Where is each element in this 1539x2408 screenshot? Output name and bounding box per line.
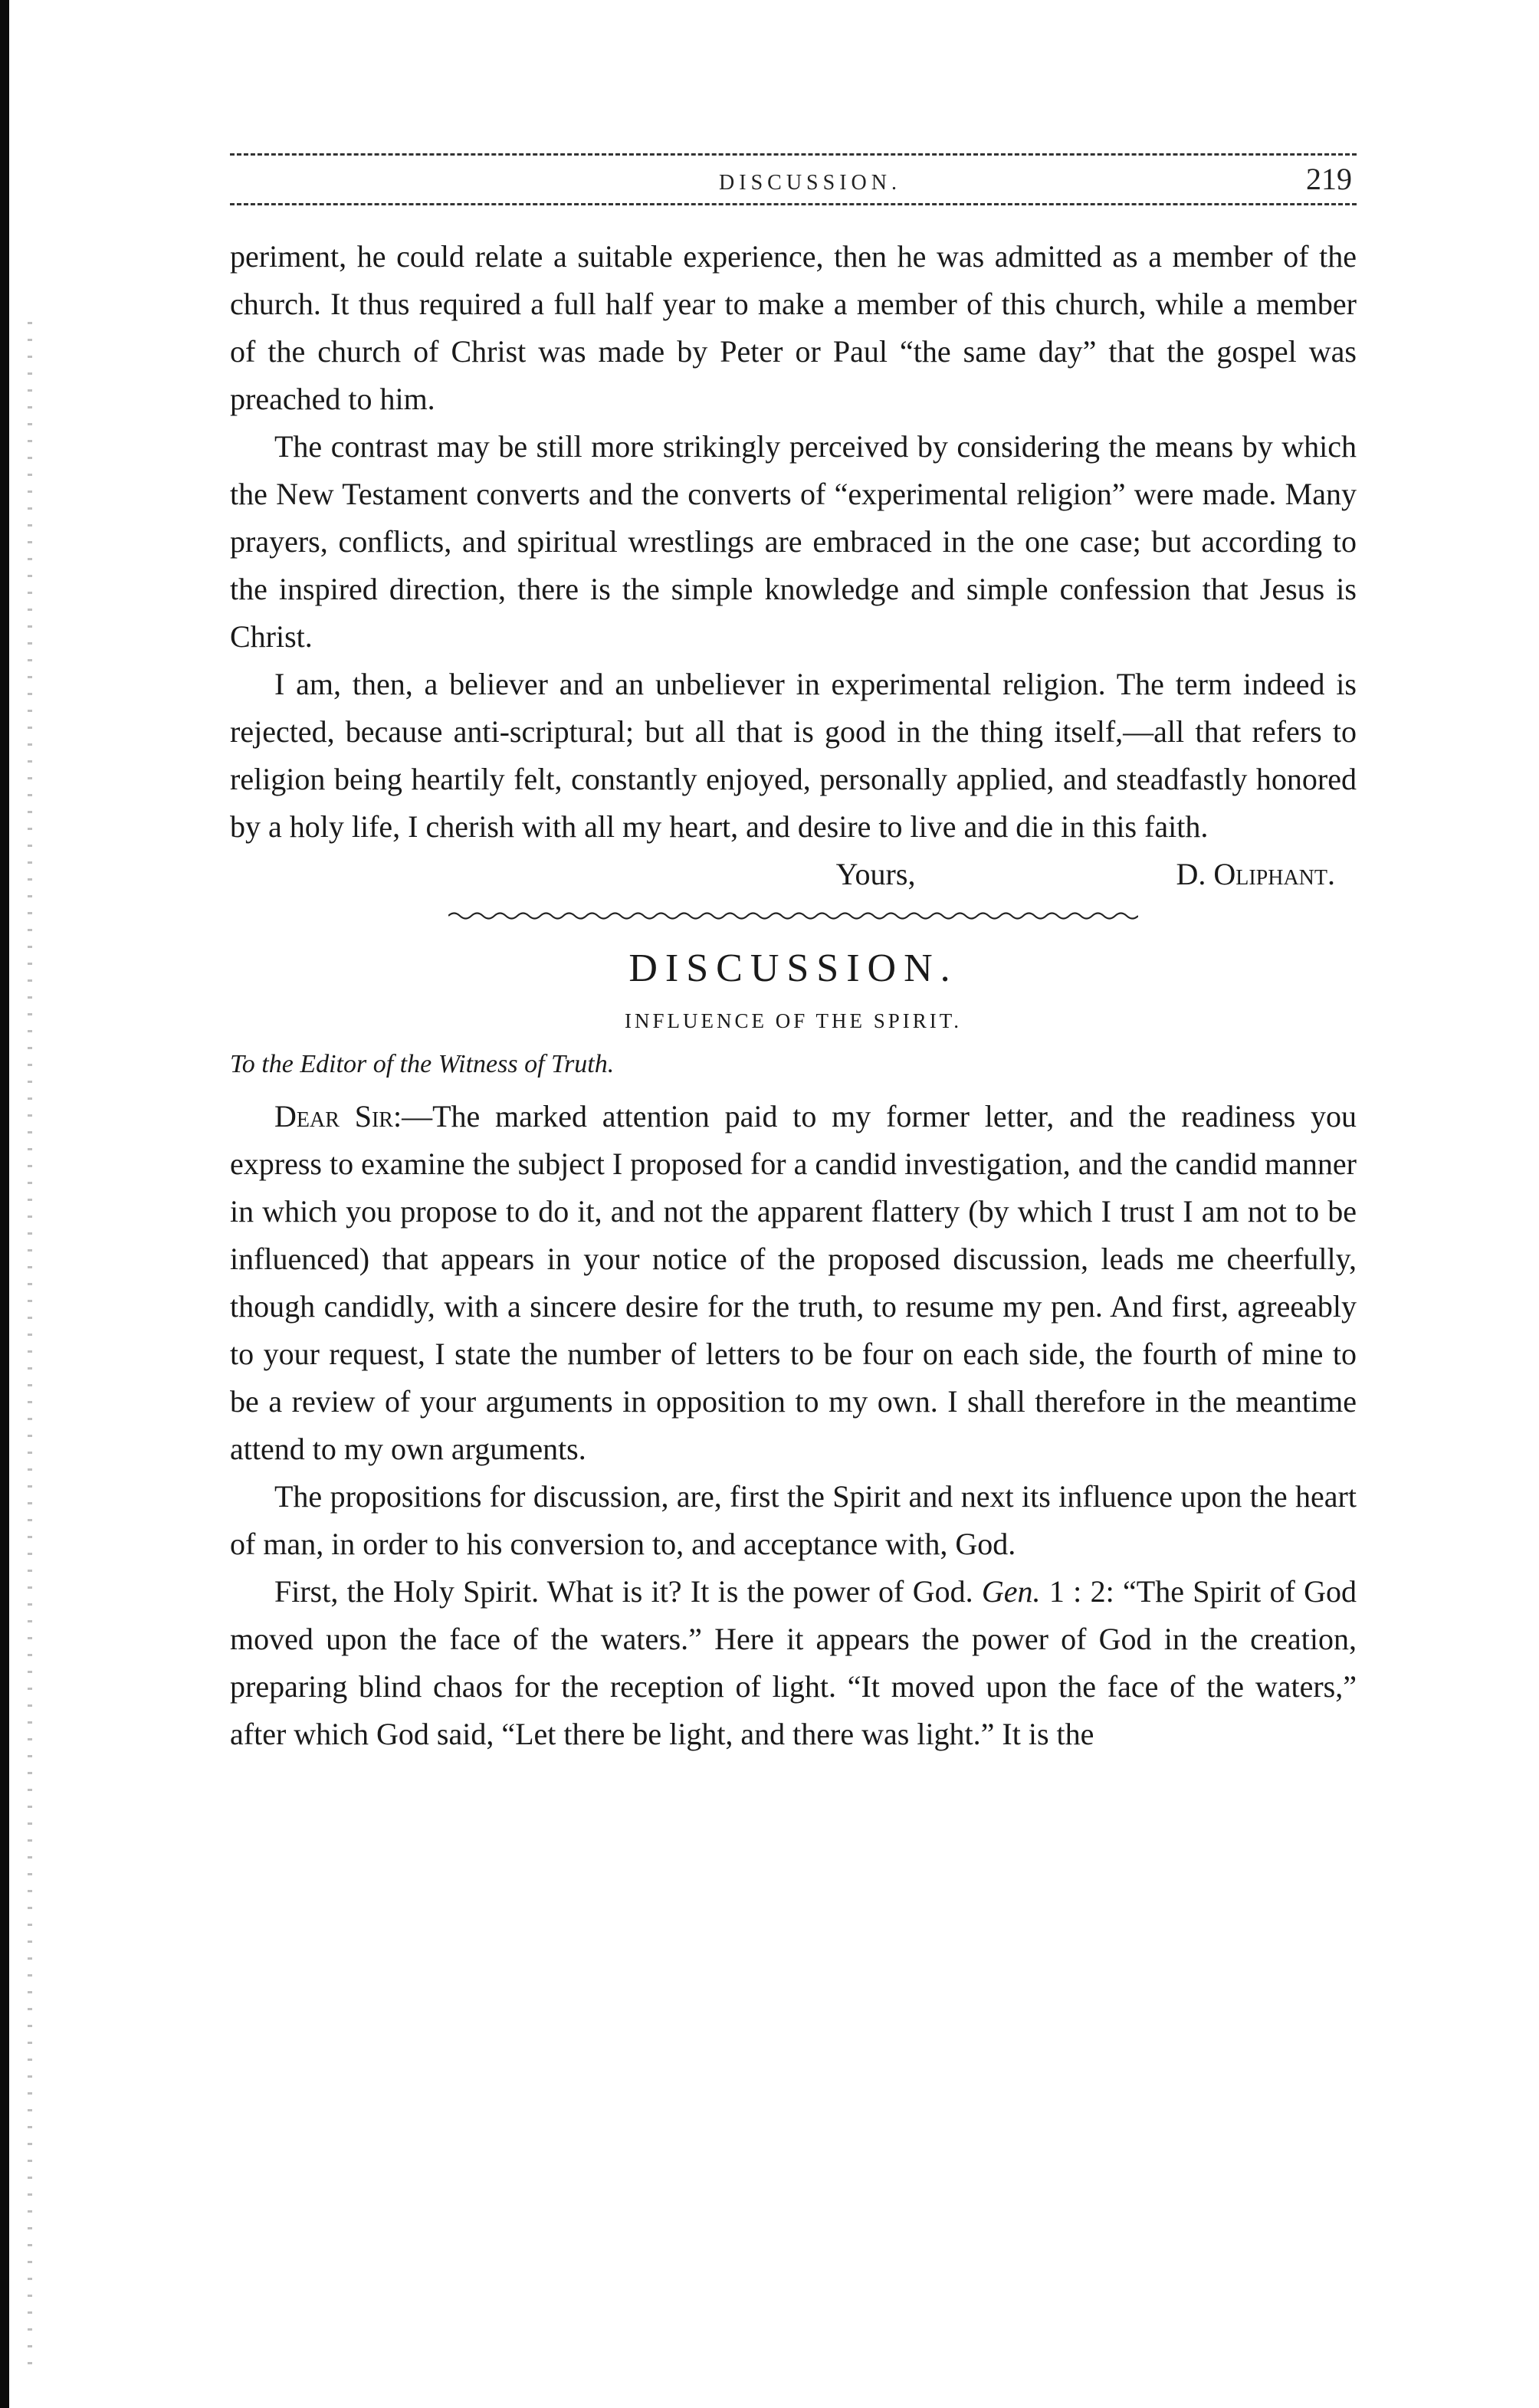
paragraph-text: First, the Holy Spirit. What is it? It is the power of God.	[274, 1574, 973, 1609]
paragraph-text: —The marked attention paid to my former letter, and the readiness you express to examine the subject I proposed for a candid investigation, and the candid manner in which you propose to do it, and not the apparent flattery (by which I trust I am not to be influenced) that appears in your notice of the proposed discussion, leads me cheerfully, though candidly, with a sincere desire for the truth, to resume my pen. And first, agreeably to your request, I state the number of letters to be four on each side, the fourth of mine to be a review of your arguments in opposition to my own. I shall therefore in the meantime attend to my own arguments.	[230, 1099, 1357, 1466]
page-number: 219	[1306, 162, 1352, 196]
running-header	[230, 156, 1357, 203]
section-subtitle: INFLUENCE OF THE SPIRIT.	[624, 1009, 962, 1032]
paragraph-text: 1 : 2: “The Spirit of God moved upon the face of the waters.” Here it appears the power of God in the creation, preparing blind chaos for the reception of light. “It moved upon the face of the waters,” after which God said, “Let there be light, and there was light.” It is the	[230, 1574, 1357, 1751]
paragraph: I am, then, a believer and an unbeliever in experimental religion. The term indeed is rejected, because anti-scriptural; but all that is good in the thing itself,—all that refers to religion being heartily felt, constantly enjoyed, personally applied, and steadfastly honored by a holy life, I cherish with all my heart, and desire to live and die in this faith.	[230, 667, 1357, 844]
paragraph: The contrast may be still more strikingly perceived by considering the means by which the New Testament converts and the converts of “experimental religion” were made. Many prayers, conflicts, and spiritual wrestlings are embraced in the one case; but according to the inspired direction, there is the simple knowledge and simple confession that Jesus is Christ.	[230, 429, 1357, 654]
salutation: Dear Sir:	[274, 1099, 402, 1133]
paragraph	[230, 1568, 1357, 1758]
scripture-reference: Gen.	[981, 1574, 1041, 1609]
page-gutter-edge	[0, 0, 9, 2408]
section-divider	[448, 910, 1138, 921]
closing-phrase: Yours,	[835, 857, 916, 891]
paragraph: periment, he could relate a suitable experience, then he was admitted as a member of the church. It thus required a full half year to make a member of this church, while a member of the church of Christ was made by Peter or Paul “the same day” that the gospel was preached to him.	[230, 239, 1357, 416]
paragraph: The propositions for discussion, are, first the Spirit and next its influence upon the heart of man, in order to his conversion to, and acceptance with, God.	[230, 1479, 1357, 1561]
addressee-line: To the Editor of the Witness of Truth.	[230, 1050, 615, 1078]
letter-closing	[230, 851, 1357, 898]
book-page	[230, 146, 1357, 1758]
running-title: DISCUSSION.	[719, 171, 901, 195]
gutter-binding-marks	[28, 322, 32, 2376]
discussion-letter-body	[230, 1093, 1357, 1758]
paragraph	[230, 1093, 1357, 1473]
section-title: DISCUSSION.	[628, 946, 958, 990]
previous-letter-conclusion	[230, 233, 1357, 851]
signature: D. Oliphant.	[1176, 857, 1335, 891]
